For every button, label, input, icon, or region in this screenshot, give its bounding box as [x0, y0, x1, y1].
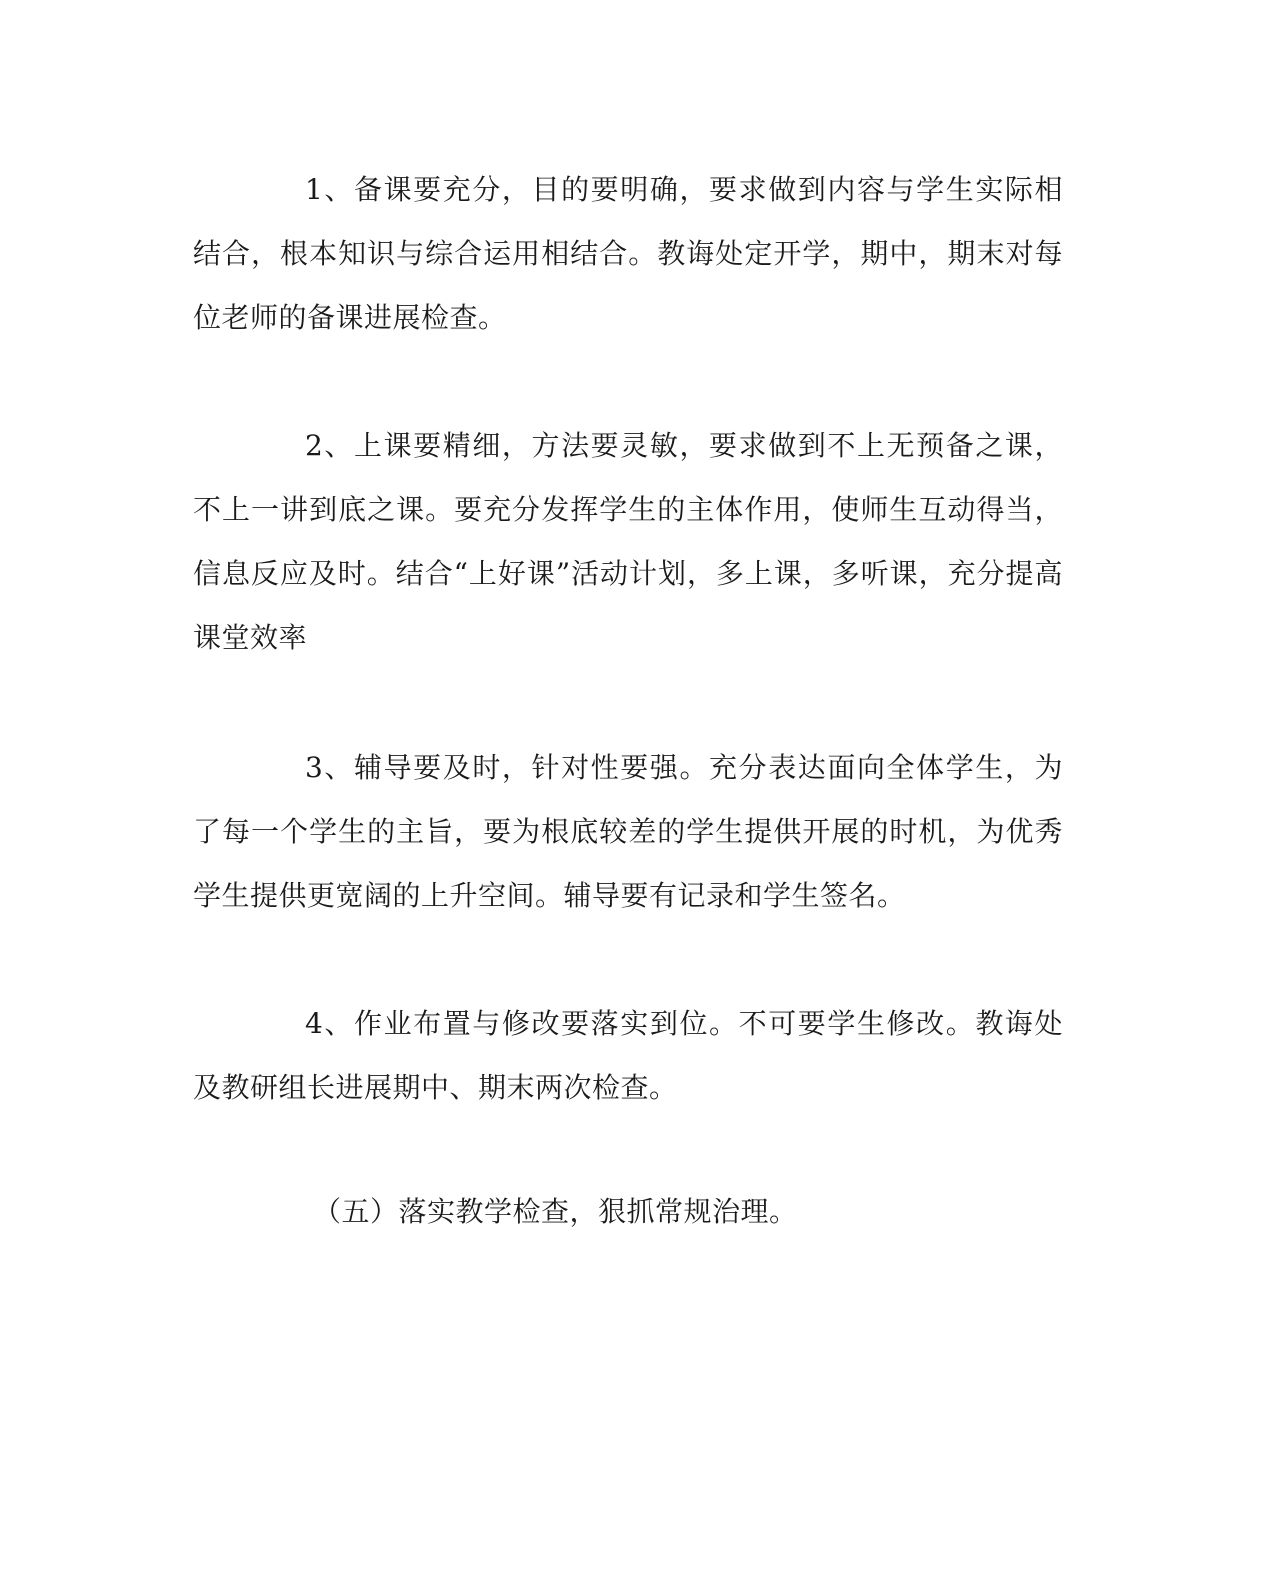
paragraph-tutoring: 3、辅导要及时，针对性要强。充分表达面向全体学生，为了每一个学生的主旨，要为根底较差的学生提供开展的时机，为优秀学生提供更宽阔的上升空间。辅导要有记录和学生签名。: [193, 751, 1063, 912]
paragraph-homework: 4、作业布置与修改要落实到位。不可要学生修改。教诲处及教研组长进展期中、期末两次检查。: [193, 1007, 1063, 1104]
paragraph-lesson-preparation: 1、备课要充分，目的要明确，要求做到内容与学生实际相结合，根本知识与综合运用相结合。教诲处定开学，期中，期末对每位老师的备课进展检查。: [193, 173, 1063, 334]
section-heading: （五）落实教学检查，狠抓常规治理。: [313, 1195, 798, 1228]
paragraph-classroom-teaching: 2、上课要精细，方法要灵敏，要求做到不上无预备之课，不上一讲到底之课。要充分发挥学生的主体作用，使师生互动得当，信息反应及时。结合“上好课”活动计划，多上课，多听课，充分提高课堂效率: [193, 429, 1063, 654]
